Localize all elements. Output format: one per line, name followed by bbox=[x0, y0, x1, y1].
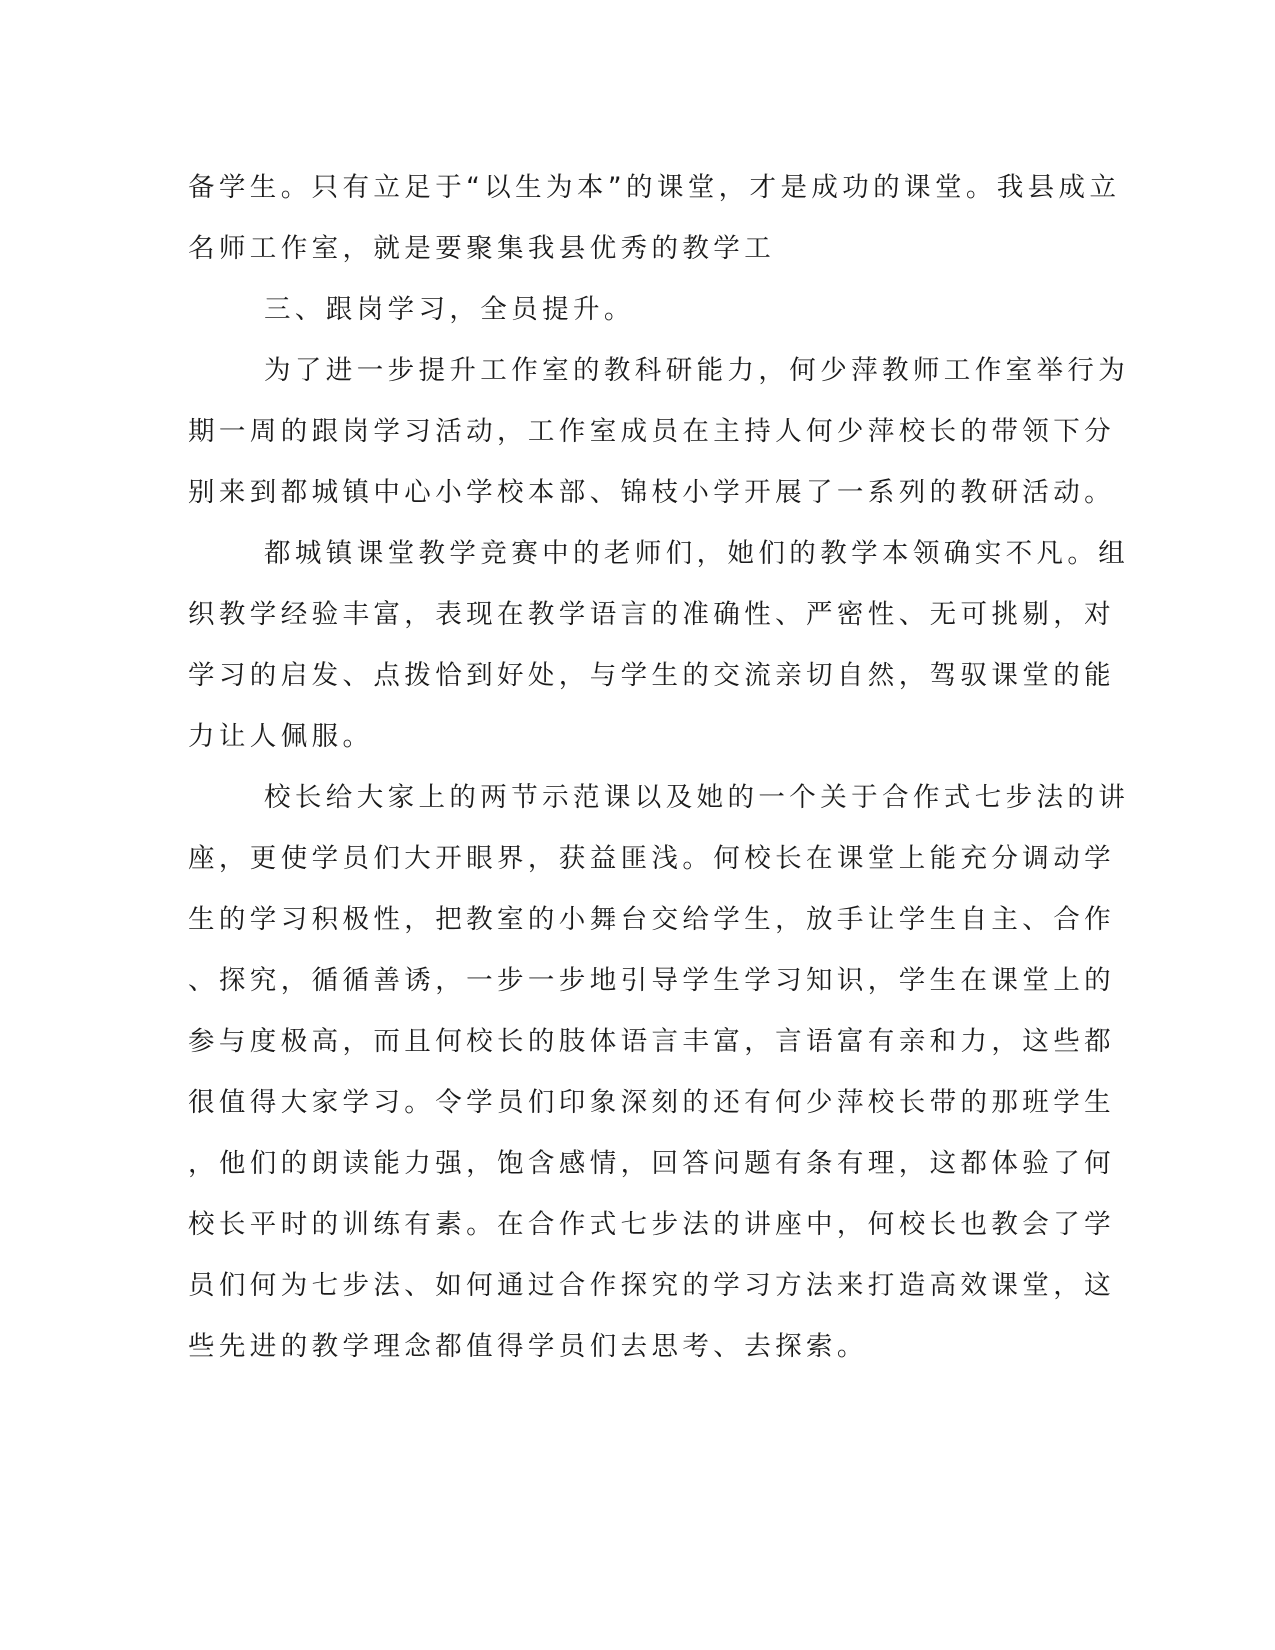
body-line: 很值得大家学习。令学员们印象深刻的还有何少萍校长带的那班学生 bbox=[188, 1087, 1115, 1118]
body-line: 些先进的教学理念都值得学员们去思考、去探索。 bbox=[188, 1331, 868, 1362]
body-line: 备学生。只有立足于“以生为本”的课堂，才是成功的课堂。我县成立 bbox=[188, 172, 1121, 203]
body-line: 座，更使学员们大开眼界，获益匪浅。何校长在课堂上能充分调动学 bbox=[188, 843, 1115, 874]
body-line: 校长给大家上的两节示范课以及她的一个关于合作式七步法的讲 bbox=[264, 782, 1130, 813]
body-line: 生的学习积极性，把教室的小舞台交给学生，放手让学生自主、合作 bbox=[188, 904, 1115, 935]
body-line: 学习的启发、点拨恰到好处，与学生的交流亲切自然，驾驭课堂的能 bbox=[188, 660, 1115, 691]
body-line: 别来到都城镇中心小学校本部、锦枝小学开展了一系列的教研活动。 bbox=[188, 477, 1115, 508]
document-body bbox=[188, 157, 1130, 1377]
body-line: 期一周的跟岗学习活动，工作室成员在主持人何少萍校长的带领下分 bbox=[188, 416, 1115, 447]
body-line: 织教学经验丰富，表现在教学语言的准确性、严密性、无可挑剔，对 bbox=[188, 599, 1115, 630]
body-line: 名师工作室，就是要聚集我县优秀的教学工 bbox=[188, 233, 776, 264]
body-line: 参与度极高，而且何校长的肢体语言丰富，言语富有亲和力，这些都 bbox=[188, 1026, 1115, 1057]
body-line: 员们何为七步法、如何通过合作探究的学习方法来打造高效课堂，这 bbox=[188, 1270, 1115, 1301]
body-line: 力让人佩服。 bbox=[188, 721, 374, 752]
body-line: 都城镇课堂教学竞赛中的老师们，她们的教学本领确实不凡。组 bbox=[264, 538, 1130, 569]
body-line: ，他们的朗读能力强，饱含感情，回答问题有条有理，这都体验了何 bbox=[188, 1148, 1115, 1179]
section-heading: 三、跟岗学习，全员提升。 bbox=[264, 294, 635, 325]
body-line: 、探究，循循善诱，一步一步地引导学生学习知识，学生在课堂上的 bbox=[188, 965, 1115, 996]
body-line: 校长平时的训练有素。在合作式七步法的讲座中，何校长也教会了学 bbox=[188, 1209, 1115, 1240]
body-line: 为了进一步提升工作室的教科研能力，何少萍教师工作室举行为 bbox=[264, 355, 1130, 386]
